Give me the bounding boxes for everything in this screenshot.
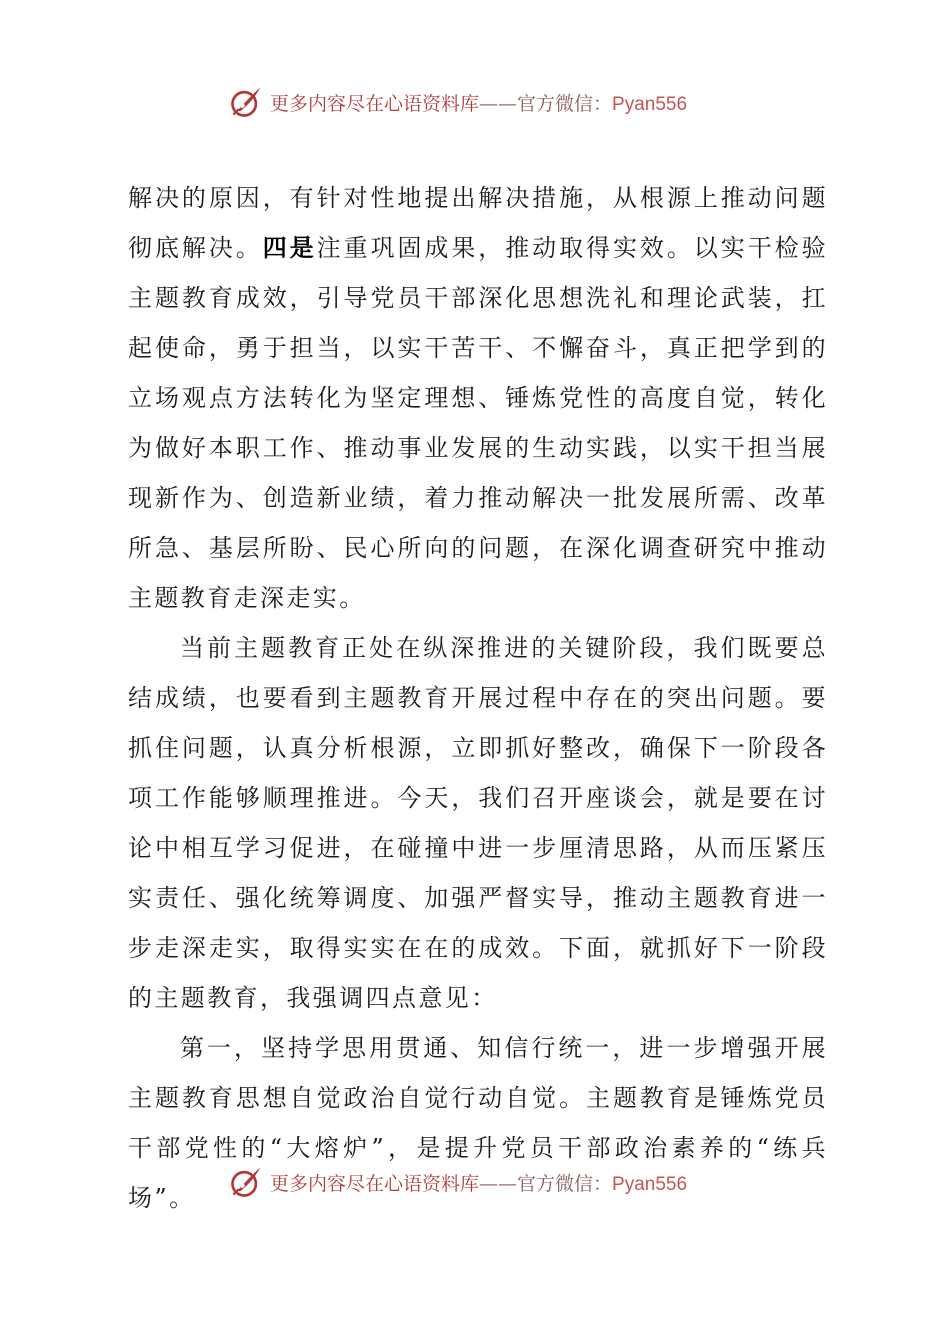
paragraph: 当前主题教育正处在纵深推进的关键阶段，我们既要总结成绩，也要看到主题教育开展过程中存在的突出问题。要抓住问题，认真分析根源，立即抓好整改，确保下一阶段各项工作能够顺理推进。今天，我们召开座谈会，就是要在讨论中相互学习促进，在碰撞中进一步厘清思路，从而压紧压实责任、强化统筹调度、加强严督实导，推动主题教育进一步走深走实，取得实实在在的成效。下面，就抓好下一阶段的主题教育，我强调四点意见： (128, 634, 828, 1012)
bold-lead-text: 四是 (262, 233, 317, 262)
wechat-account: Pyan556 (612, 1173, 688, 1195)
document-body (128, 173, 828, 1223)
header-banner (228, 82, 728, 122)
paragraph-continuation (128, 173, 828, 623)
wechat-label: 官方微信： (517, 1172, 613, 1195)
wechat-account: Pyan556 (612, 93, 688, 115)
footer-banner (228, 1162, 728, 1202)
quill-pen-logo-icon (228, 84, 264, 120)
banner-separator: —— (479, 92, 518, 115)
wechat-label: 官方微信： (517, 92, 613, 115)
paragraph-text: 解决的原因，有针对性地提出解决措施，从根源上推动问题彻底解决。 (128, 184, 828, 262)
banner-separator: —— (479, 1172, 518, 1195)
site-name: 更多内容尽在心语资料库 (270, 1172, 480, 1195)
header-banner-text (270, 89, 687, 116)
site-name: 更多内容尽在心语资料库 (270, 92, 480, 115)
paragraph: 第一，坚持学思用贯通、知信行统一，进一步增强开展主题教育思想自觉政治自觉行动自觉。主题教育是锤炼党员干部党性的“大熔炉”，是提升党员干部政治素养的“练兵场”。 (128, 1034, 828, 1212)
quill-pen-logo-icon (228, 1164, 264, 1200)
paragraph-text: 注重巩固成果，推动取得实效。以实干检验主题教育成效，引导党员干部深化思想洗礼和理论武装，扛起使命，勇于担当，以实干苦干、不懈奋斗，真正把学到的立场观点方法转化为坚定理想、锤炼党性的高度自觉，转化为做好本职工作、推动事业发展的生动实践，以实干担当展现新作为、创造新业绩，着力推动解决一批发展所需、改革所急、基层所盼、民心所向的问题，在深化调查研究中推动主题教育走深走实。 (128, 234, 828, 612)
footer-banner-text (270, 1169, 687, 1196)
